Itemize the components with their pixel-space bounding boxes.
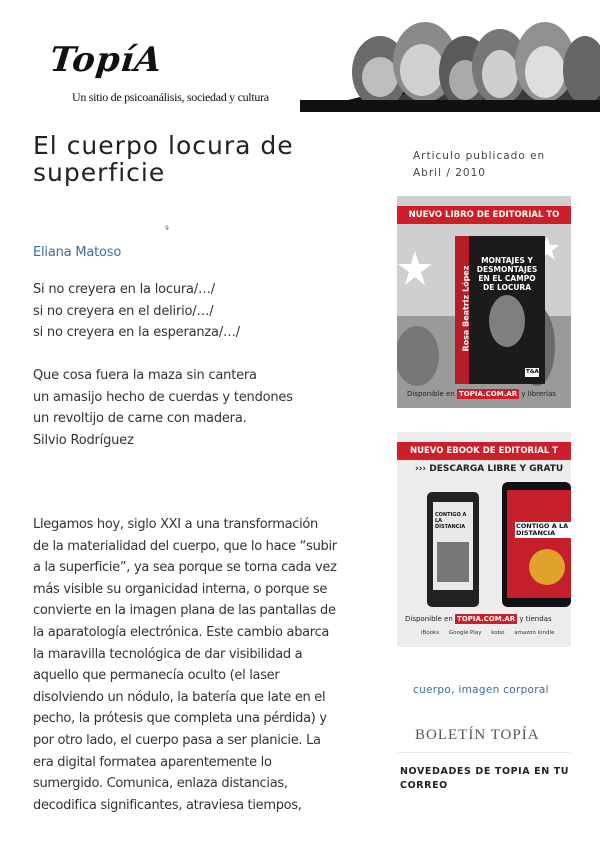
store-badges: [421, 630, 571, 636]
body-line: Llegamos hoy, siglo XXI a una transformación: [33, 517, 318, 532]
body-line: a la superficie”, ya sea porque se torna cada vez: [33, 560, 337, 576]
ad-book-title: MONTAJES Y DESMONTAJES EN EL CAMPO DE LOCURA: [476, 256, 538, 292]
body-line: convierte en la imagen plana de las pantallas de: [33, 603, 336, 619]
ad-ebook-title-tablet: CONTIGO A LA DISTANCIA: [515, 522, 571, 538]
ad-book-author: Rosa Beatriz López: [461, 265, 471, 352]
body-line: de la materialidad del cuerpo, que lo hace “subir: [33, 538, 337, 554]
body-line: disolviendo un nódulo, la batería que late en el: [33, 689, 326, 705]
ad-availability-prefix: Disponible en: [405, 615, 453, 623]
store-badge-google-play[interactable]: Google Play: [448, 630, 482, 636]
ebook-ad-banner[interactable]: [397, 432, 571, 647]
store-badge-kobo[interactable]: kobo: [491, 630, 505, 636]
body-line: decodifica significantes, atraviesa tiempos,: [33, 797, 302, 813]
body-line: era digital formatea aparentemente lo: [33, 754, 272, 770]
newsletter-title: BOLETÍN TOPÍA: [415, 727, 540, 743]
article-marker: 9: [165, 225, 169, 232]
ad-availability-site: TOPIA.COM.AR: [459, 390, 518, 398]
body-line: aquello que permanecía oculto (el laser: [33, 668, 280, 684]
header-portraits-image: [300, 22, 600, 112]
ad-ebook-title-reader: CONTIGO A LA DISTANCIA: [435, 512, 467, 530]
published-label: Articulo publicado en: [413, 150, 546, 162]
tag-separator: ,: [451, 684, 459, 696]
body-line: la maravilla tecnológica de dar visibilidad a: [33, 646, 303, 662]
book-ad-banner[interactable]: [397, 196, 571, 408]
ad-band: NUEVO LIBRO DE EDITORIAL TO: [397, 206, 571, 224]
ad-band: NUEVO EBOOK DE EDITORIAL T: [397, 442, 571, 460]
body-line: pecho, la prótesis que completa una pérdida) y: [33, 711, 327, 727]
poem-attribution: Silvio Rodríguez: [33, 432, 134, 448]
tag-link[interactable]: imagen corporal: [458, 684, 549, 696]
ad-publisher-logo: T&A: [526, 369, 539, 375]
site-header: [0, 0, 600, 120]
poem-line: un amasijo hecho de cuerdas y tendones: [33, 389, 293, 405]
store-badge-ibooks[interactable]: iBooks: [421, 630, 440, 636]
poem-line: si no creyera en el delirio/…/: [33, 303, 214, 319]
ad-availability-suffix: y tiendas: [519, 615, 552, 623]
poem-line: Que cosa fuera la maza sin cantera: [33, 368, 257, 383]
publication-info: [413, 148, 545, 182]
book-ad-artwork: [397, 196, 571, 408]
ad-subtitle: ››› DESCARGA LIBRE Y GRATU: [415, 464, 564, 474]
body-line: la aparatología electrónica. Este cambio abarca: [33, 624, 330, 640]
body-line: por otro lado, el cuerpo pasa a ser planicie. La: [33, 732, 321, 748]
ad-availability: [407, 390, 556, 398]
published-date: Abril / 2010: [413, 167, 486, 179]
site-tagline: Un sitio de psicoanálisis, sociedad y cultura: [72, 90, 269, 104]
body-line: más visible su organicidad interna, o porque se: [33, 581, 328, 597]
poem-line: si no creyera en la esperanza/…/: [33, 325, 240, 340]
site-logo[interactable]: TopíA: [47, 40, 165, 80]
author-link[interactable]: Eliana Matoso: [33, 245, 122, 260]
body-line: sumergido. Comunica, enlaza distancias,: [33, 776, 288, 792]
article-tags: [413, 682, 573, 699]
article-title: El cuerpo locura de superficie: [33, 131, 294, 187]
ad-availability-site: TOPIA.COM.AR: [457, 615, 516, 623]
newsletter-description: NOVEDADES DE TOPIA EN TU CORREO: [400, 766, 570, 791]
poem-line: Si no creyera en la locura/…/: [33, 282, 215, 297]
ad-availability-suffix: y librerías: [521, 390, 556, 398]
poem-stanza-1: [33, 279, 353, 344]
tag-link[interactable]: cuerpo: [413, 684, 452, 696]
article-body: [33, 514, 363, 816]
ad-availability: [405, 615, 552, 623]
poem-line: un revoltijo de carne con madera.: [33, 411, 247, 426]
poem-stanza-2: [33, 365, 353, 451]
newsletter-divider: [398, 752, 570, 753]
ad-availability-prefix: Disponible en: [407, 390, 455, 398]
store-badge-kindle[interactable]: amazon kindle: [514, 630, 555, 636]
